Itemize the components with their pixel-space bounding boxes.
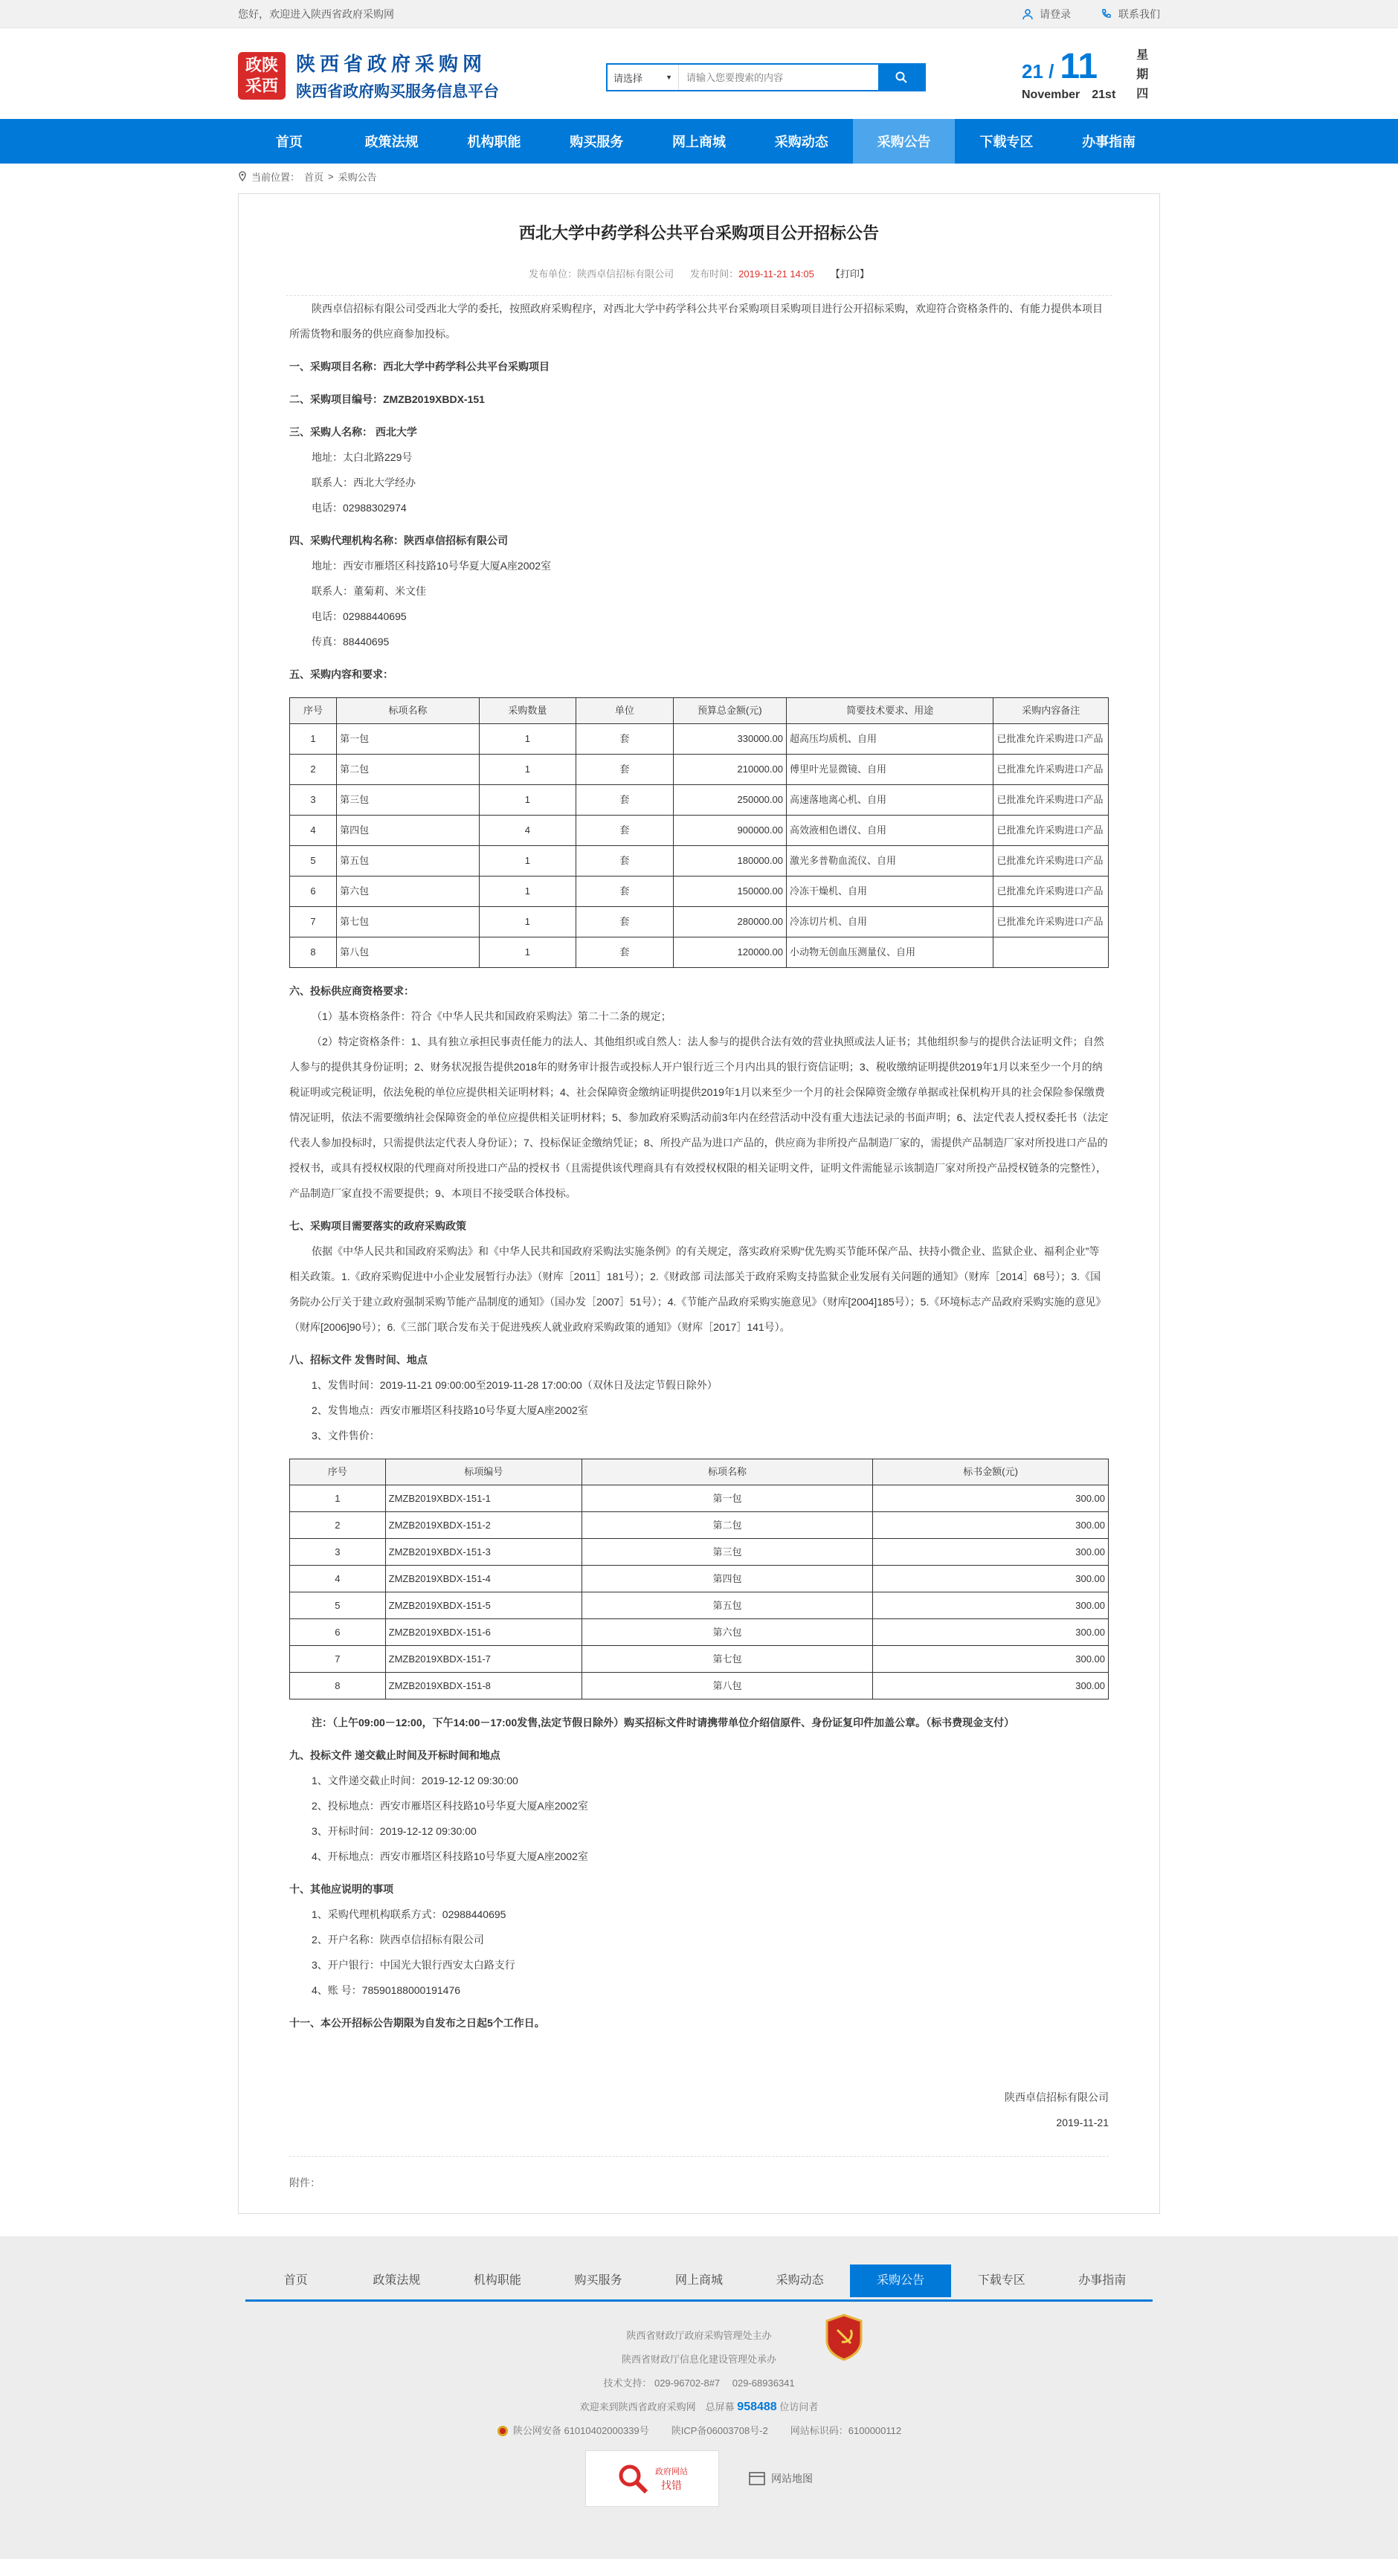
table-cell: 第一包 (337, 724, 479, 755)
breadcrumb-current[interactable]: 采购公告 (338, 171, 377, 183)
table-cell: 3 (290, 785, 337, 816)
table-cell: 套 (576, 846, 674, 877)
footer-nav-item[interactable]: 网上商城 (675, 2274, 724, 2287)
table-cell: 套 (576, 877, 674, 907)
table-header: 序号 (290, 698, 337, 724)
main-nav (0, 119, 1398, 164)
detail-line: 3、开户银行：中国光大银行西安太白路支行 (312, 1959, 515, 1971)
table-cell: 已批准允许采购进口产品 (993, 877, 1109, 907)
table-cell (993, 937, 1109, 968)
detail-line: 4、开标地点：西安市雁塔区科技路10号华夏大厦A座2002室 (312, 1850, 588, 1862)
table-cell: 150000.00 (673, 877, 786, 907)
table-cell: 高效液相色谱仪、自用 (786, 816, 993, 846)
table-cell: 2 (290, 755, 337, 785)
contact-link[interactable]: 联系我们 (1101, 7, 1160, 22)
table-cell: 套 (576, 937, 674, 968)
site-footer (0, 2236, 1398, 2559)
date-day: 11 (1060, 47, 1098, 86)
table-row (290, 1485, 1109, 1512)
logo-badge: 政陕 采西 (238, 52, 286, 100)
table-row (290, 1619, 1109, 1646)
table-header: 标书金额(元) (873, 1459, 1109, 1485)
search-icon (895, 71, 908, 84)
detail-line: 联系人：西北大学经办 (312, 477, 416, 488)
user-icon (1022, 8, 1034, 20)
table-header: 单位 (576, 698, 674, 724)
search-button[interactable] (878, 65, 924, 90)
table-cell: 第五包 (337, 846, 479, 877)
table-cell: 1 (479, 877, 576, 907)
table-row (290, 1539, 1109, 1566)
table-row (290, 907, 1109, 937)
nav-item[interactable]: 办事指南 (1082, 135, 1136, 149)
detail-line: 2、开户名称：陕西卓信招标有限公司 (312, 1934, 484, 1946)
table-cell: 3 (290, 1539, 386, 1566)
detail-line: 电话：02988440695 (312, 610, 407, 622)
table-header: 序号 (290, 1459, 386, 1485)
procurement-items-table (289, 697, 1109, 968)
table-cell: 300.00 (873, 1646, 1109, 1673)
detail-line: 1、采购代理机构联系方式：02988440695 (312, 1908, 506, 1920)
section-heading: 六、投标供应商资格要求： (289, 985, 414, 997)
gov-error-report-badge[interactable]: 政府网站 找错 (585, 2450, 719, 2507)
attachments: 附件： (289, 2156, 1109, 2195)
top-bar (0, 0, 1398, 28)
detail-line: 电话：02988302974 (312, 502, 407, 514)
footer-nav-item[interactable]: 办事指南 (1078, 2274, 1127, 2287)
detail-line: 地址：太白北路229号 (312, 451, 413, 463)
detail-line: 2、投标地点：西安市雁塔区科技路10号华夏大厦A座2002室 (312, 1800, 588, 1812)
table-cell: 第七包 (582, 1646, 872, 1673)
table-cell: ZMZB2019XBDX-151-7 (385, 1646, 582, 1673)
search-category-select[interactable]: 请选择 ▼ (608, 65, 679, 90)
table-cell: 7 (290, 1646, 386, 1673)
footer-nav-item[interactable]: 采购公告 (850, 2265, 951, 2297)
table-cell: ZMZB2019XBDX-151-4 (385, 1566, 582, 1592)
breadcrumb-home[interactable]: 首页 (304, 171, 324, 183)
section-heading: 九、投标文件 递交截止时间及开标时间和地点 (289, 1749, 500, 1761)
table-cell: 300.00 (873, 1485, 1109, 1512)
section-heading: 十、其他应说明的事项 (289, 1883, 393, 1895)
table-row (290, 1592, 1109, 1619)
sitemap-icon (749, 2471, 765, 2486)
footer-nav-item[interactable]: 首页 (283, 2274, 308, 2287)
signature (289, 2085, 1109, 2135)
detail-line: 1、发售时间：2019-11-21 09:00:00至2019-11-28 17:00:00（双休日及法定节假日除外） (312, 1379, 718, 1391)
table-cell: 300.00 (873, 1539, 1109, 1566)
table-cell: 300.00 (873, 1592, 1109, 1619)
detail-line: 4、账 号：78590188000191476 (312, 1984, 461, 1996)
table-header: 采购内容备注 (993, 698, 1109, 724)
table-cell: 280000.00 (673, 907, 786, 937)
table-cell: 4 (290, 1566, 386, 1592)
table-cell: 第五包 (582, 1592, 872, 1619)
detail-line: 地址：西安市雁塔区科技路10号华夏大厦A座2002室 (312, 560, 552, 572)
table-header: 标项名称 (337, 698, 479, 724)
table-cell: ZMZB2019XBDX-151-1 (385, 1485, 582, 1512)
detail-line: 传真：88440695 (312, 636, 390, 648)
table-cell: 套 (576, 724, 674, 755)
table-cell: 第三包 (337, 785, 479, 816)
table-cell: 傅里叶光显微镜、自用 (786, 755, 993, 785)
nav-item[interactable]: 机构职能 (467, 135, 521, 149)
table-cell: 第六包 (582, 1619, 872, 1646)
table-cell: 1 (479, 724, 576, 755)
table-row (290, 1646, 1109, 1673)
table-cell: 已批准允许采购进口产品 (993, 724, 1109, 755)
section-heading: 一、采购项目名称：西北大学中药学科公共平台采购项目 (289, 361, 550, 372)
table-cell: ZMZB2019XBDX-151-8 (385, 1673, 582, 1699)
section-heading: 七、采购项目需要落实的政府采购政策 (289, 1220, 466, 1232)
caret-down-icon: ▼ (666, 74, 672, 81)
table-cell: 第六包 (337, 877, 479, 907)
table-cell: 已批准允许采购进口产品 (993, 785, 1109, 816)
site-header (0, 28, 1398, 119)
location-pin-icon (238, 171, 247, 181)
table-header: 标项编号 (385, 1459, 582, 1485)
table-cell: 冷冻干燥机、自用 (786, 877, 993, 907)
date-month: 21 / (1022, 60, 1054, 83)
nav-item[interactable]: 采购动态 (774, 135, 828, 149)
site-logo[interactable] (238, 49, 499, 102)
table-row (290, 755, 1109, 785)
footer-nav (245, 2236, 1153, 2302)
table-cell: 1 (290, 724, 337, 755)
table-cell: 5 (290, 846, 337, 877)
table-header: 标项名称 (582, 1459, 872, 1485)
icp-link[interactable]: 陕ICP备06003708号-2 (671, 2425, 768, 2436)
police-badge-icon (497, 2425, 509, 2437)
sale-note: 注：（上午09:00－12:00，下午14:00－17:00发售,法定节假日除外）购买招标文件时请携带单位介绍信原件、身份证复印件加盖公章。（标书费现金支付） (312, 1717, 1015, 1728)
section-heading: 三、采购人名称： 西北大学 (289, 426, 417, 438)
table-cell: 已批准允许采购进口产品 (993, 907, 1109, 937)
section-heading: 五、采购内容和要求： (289, 668, 393, 680)
detail-line: 3、开标时间：2019-12-12 09:30:00 (312, 1825, 477, 1837)
table-cell: 300.00 (873, 1673, 1109, 1699)
table-header: 采购数量 (479, 698, 576, 724)
table-cell: 已批准允许采购进口产品 (993, 846, 1109, 877)
section-heading: 四、采购代理机构名称：陕西卓信招标有限公司 (289, 535, 508, 546)
footer-nav-item[interactable]: 购买服务 (574, 2274, 622, 2287)
table-cell: 900000.00 (673, 816, 786, 846)
paragraph: （2）特定资格条件：1、具有独立承担民事责任能力的法人、其他组织或自然人：法人参与的提供合法有效的营业执照或法人证书；其他组织参与的提供合法证明文件；自然人参与的提供其身份证明；2、财务状况报告提供2018年的财务审计报告或投标人开户银行近三个月内出具的银行资信证明；3、税收缴纳证明提供2019年1月以来至少一个月的纳税证明或完税证明，依法免税的单位应提供相关证明材料；4、社会保障资金缴纳证明提供2019年1月以来至少一个月的社会保障资金缴存单据或社保机构开具的社会保险参保缴费情况证明，依法不需要缴纳社会保障资金的单位应提供相关证明材料；5、参加政府采购活动前3年内在经营活动中没有重大违法记录的书面声明；6、法定代表人授权委托书（法定代表人参加投标时，只需提供法定代表人身份证）；7、投标保证金缴纳凭证；8、所投产品为进口产品的，供应商为非所投产品制造厂家的，需提供产品制造厂家对所投进口产品的授权书，或具有授权权限的代理商对所投进口产品的授权书（且需提供该代理商具有有效授权权限的相关证明文件，证明文件需能显示该制造厂家对所投产品授权链条的完整性），产品制造厂家直投不需要提供；9、本项目不接受联合体投标。 (289, 1036, 1109, 1199)
table-cell: 第三包 (582, 1539, 872, 1566)
table-cell: 300.00 (873, 1512, 1109, 1539)
footer-nav-item[interactable]: 政策法规 (373, 2274, 421, 2287)
table-cell: ZMZB2019XBDX-151-2 (385, 1512, 582, 1539)
table-cell: 已批准允许采购进口产品 (993, 816, 1109, 846)
welcome-text: 您好，欢迎进入陕西省政府采购网 (238, 8, 394, 20)
table-cell: 第八包 (582, 1673, 872, 1699)
detail-line: 3、文件售价： (312, 1430, 380, 1442)
table-cell: ZMZB2019XBDX-151-6 (385, 1619, 582, 1646)
table-cell: 第一包 (582, 1485, 872, 1512)
paragraph: 依据《中华人民共和国政府采购法》和《中华人民共和国政府采购法实施条例》的有关规定，落实政府采购“优先购买节能环保产品、扶持小微企业、监狱企业、福利企业”等相关政策。1.《政府采购促进中小企业发展暂行办法》（财库［2011］181号）；2.《财政部 司法部关于政府采购支持监狱企业发展有关问题的通知》（财库［2014］68号）；3.《国务院办公厅关于建立政府强制采购节能产品制度的通知》（国办发［2007］51号）；4.《节能产品政府采购实施意见》（财库[2004]185号）；5.《环境标志产品政府采购实施的意见》（财库[2006]90号）；6.《三部门联合发布关于促进残疾人就业政府采购政策的通知》（财库［2017］141号）。 (289, 1245, 1107, 1333)
detail-line: 联系人：董菊莉、米文佳 (312, 585, 426, 597)
table-cell: 第七包 (337, 907, 479, 937)
section-heading: 十一、本公开招标公告期限为自发布之日起5个工作日。 (289, 2017, 545, 2029)
document-price-table (289, 1459, 1109, 1699)
table-cell: 4 (290, 816, 337, 846)
section-heading: 八、招标文件 发售时间、地点 (289, 1354, 428, 1366)
visitor-count: 958488 (737, 2401, 777, 2413)
print-link[interactable]: 【打印】 (830, 268, 869, 280)
nav-item[interactable]: 下载专区 (979, 135, 1034, 149)
detail-line: 1、文件递交截止时间：2019-12-12 09:30:00 (312, 1775, 518, 1786)
table-cell: 第四包 (582, 1566, 872, 1592)
table-cell: 套 (576, 907, 674, 937)
table-cell: 已批准允许采购进口产品 (993, 755, 1109, 785)
article-body (286, 296, 1112, 2195)
table-cell: 8 (290, 1673, 386, 1699)
announcement-article (238, 193, 1160, 2214)
table-cell: 6 (290, 877, 337, 907)
table-row (290, 846, 1109, 877)
section-heading: 二、采购项目编号：ZMZB2019XBDX-151 (289, 393, 485, 405)
sitemap-link[interactable]: 网站地图 (749, 2467, 813, 2491)
table-cell: 180000.00 (673, 846, 786, 877)
search-bar (606, 63, 926, 91)
phone-icon (1101, 8, 1112, 20)
nav-item[interactable]: 采购公告 (853, 119, 956, 164)
table-cell: 1 (479, 755, 576, 785)
table-cell: 2 (290, 1512, 386, 1539)
login-link[interactable]: 请登录 (1022, 7, 1071, 22)
breadcrumb: 当前位置： 首页 > 采购公告 (238, 164, 1160, 189)
footer-info: 陕西省财政厅政府采购管理处主办 陕西省财政厅信息化建设管理处承办 技术支持： 029-96702-8#7 029-68936341 欢迎来到陕西省政府采购网 总屏幕 958488 位访问者 陕公网安备 61010402000339号 陕ICP备06003708号-2 网站标识码：6100000112 政府网站 找错 网站地图 (0, 2324, 1398, 2507)
table-cell: 7 (290, 907, 337, 937)
table-cell: ZMZB2019XBDX-151-5 (385, 1592, 582, 1619)
table-row (290, 816, 1109, 846)
magnifier-icon (616, 2462, 649, 2495)
table-cell: 300.00 (873, 1619, 1109, 1646)
site-title: 陕西省政府采购网 (296, 53, 487, 75)
police-record-link[interactable]: 陕公网安备 61010402000339号 (512, 2425, 649, 2436)
table-cell: 1 (479, 907, 576, 937)
table-cell: 小动物无创血压测量仪、自用 (786, 937, 993, 968)
article-meta: 发布单位：陕西卓信招标有限公司 发布时间：2019-11-21 14:05 【打印】 (286, 266, 1112, 296)
table-cell: 套 (576, 755, 674, 785)
table-cell: 5 (290, 1592, 386, 1619)
nav-item[interactable]: 首页 (275, 135, 303, 149)
table-row (290, 1673, 1109, 1699)
table-cell: 210000.00 (673, 755, 786, 785)
table-row (290, 785, 1109, 816)
table-row (290, 724, 1109, 755)
sign-org: 陕西卓信招标有限公司 (1005, 2091, 1109, 2103)
publisher: 陕西卓信招标有限公司 (577, 268, 674, 280)
search-input[interactable] (679, 65, 878, 90)
table-row (290, 877, 1109, 907)
table-cell: 4 (479, 816, 576, 846)
sign-date: 2019-11-21 (1056, 2117, 1109, 2128)
footer-nav-item[interactable]: 下载专区 (977, 2274, 1025, 2287)
publish-time: 2019-11-21 14:05 (738, 268, 814, 280)
site-subtitle: 陕西省政府购买服务信息平台 (296, 83, 499, 100)
table-cell: 1 (479, 846, 576, 877)
footer-nav-item[interactable]: 机构职能 (473, 2274, 521, 2287)
table-cell: 1 (290, 1485, 386, 1512)
party-emblem-icon (824, 2314, 864, 2361)
table-cell: ZMZB2019XBDX-151-3 (385, 1539, 582, 1566)
table-cell: 高速落地离心机、自用 (786, 785, 993, 816)
nav-item[interactable]: 政策法规 (364, 135, 419, 149)
date-weekday: 星期四 (1136, 49, 1149, 100)
table-cell: 第八包 (337, 937, 479, 968)
date-display: 21 / 11 November 21st 星期四 (1022, 46, 1150, 104)
table-cell: 6 (290, 1619, 386, 1646)
table-cell: 330000.00 (673, 724, 786, 755)
table-header: 简要技术要求、用途 (786, 698, 993, 724)
table-header: 预算总金额(元) (673, 698, 786, 724)
detail-line: 2、发售地点：西安市雁塔区科技路10号华夏大厦A座2002室 (312, 1404, 588, 1416)
table-cell: 120000.00 (673, 937, 786, 968)
table-cell: 第二包 (582, 1512, 872, 1539)
nav-item[interactable]: 网上商城 (672, 135, 727, 149)
table-cell: 8 (290, 937, 337, 968)
footer-nav-item[interactable]: 采购动态 (776, 2274, 824, 2287)
table-cell: 300.00 (873, 1566, 1109, 1592)
table-cell: 1 (479, 937, 576, 968)
nav-item[interactable]: 购买服务 (570, 135, 624, 149)
table-cell: 1 (479, 785, 576, 816)
intro-paragraph: 陕西卓信招标有限公司受西北大学的委托，按照政府采购程序，对西北大学中药学科公共平台采购项目采购项目进行公开招标采购，欢迎符合资格条件的、有能力提供本项目所需货物和服务的供应商参加投标。 (289, 303, 1103, 340)
article-title: 西北大学中药学科公共平台采购项目公开招标公告 (518, 224, 879, 242)
table-cell: 超高压均质机、自用 (786, 724, 993, 755)
table-cell: 第四包 (337, 816, 479, 846)
table-cell: 套 (576, 785, 674, 816)
table-row (290, 1512, 1109, 1539)
table-cell: 第二包 (337, 755, 479, 785)
table-row (290, 1566, 1109, 1592)
table-cell: 250000.00 (673, 785, 786, 816)
table-row (290, 937, 1109, 968)
paragraph: （1）基本资格条件：符合《中华人民共和国政府采购法》第二十二条的规定； (312, 1010, 671, 1022)
table-cell: 冷冻切片机、自用 (786, 907, 993, 937)
table-cell: 激光多普勒血流仪、自用 (786, 846, 993, 877)
table-cell: 套 (576, 816, 674, 846)
